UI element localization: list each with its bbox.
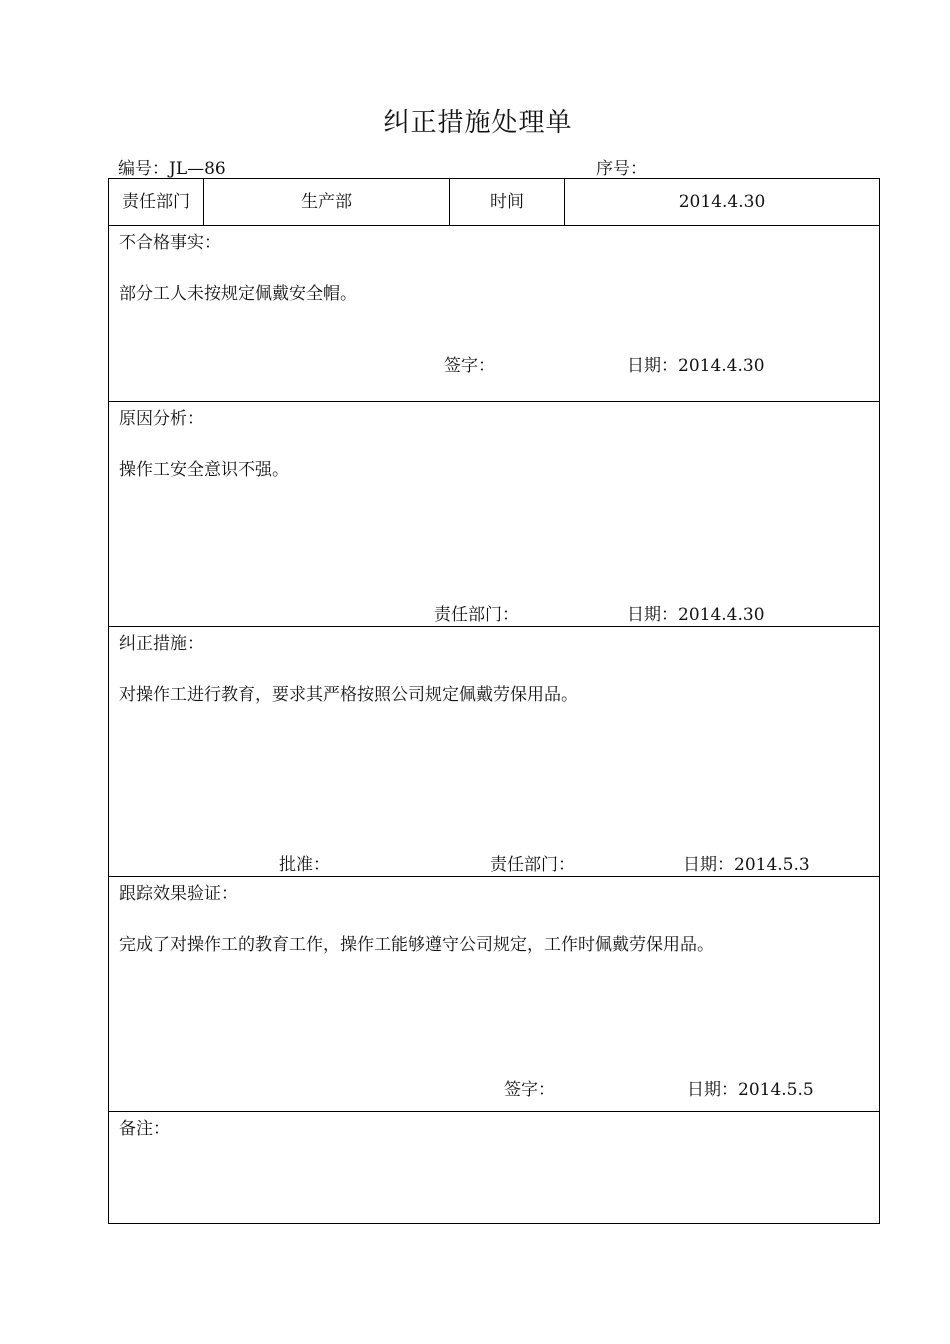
section-nonconformity — [109, 226, 879, 402]
corrective-date: 日期：2014.5.3 — [683, 855, 810, 875]
section-remarks — [109, 1112, 879, 1222]
remarks-label: 备注： — [119, 1119, 170, 1139]
form-table — [108, 178, 880, 1224]
nonconformity-sign: 签字： — [444, 356, 495, 376]
info-row — [109, 179, 879, 226]
corrective-body: 对操作工进行教育，要求其严格按照公司规定佩戴劳保用品。 — [119, 685, 578, 705]
verification-sign: 签字： — [504, 1080, 555, 1100]
nonconformity-body: 部分工人未按规定佩戴安全帽。 — [119, 284, 357, 304]
time-value: 2014.4.30 — [678, 192, 766, 212]
form-number: 编号：JL—86 — [118, 159, 226, 179]
dept-value: 生产部 — [301, 192, 352, 212]
document-title: 纠正措施处理单 — [383, 108, 573, 138]
section-cause — [109, 402, 879, 627]
cause-dept: 责任部门： — [434, 605, 519, 625]
section-verification — [109, 877, 879, 1112]
cause-label: 原因分析： — [119, 409, 204, 429]
sequence-number: 序号： — [596, 159, 647, 179]
section-corrective — [109, 627, 879, 877]
corrective-label: 纠正措施： — [119, 634, 204, 654]
corrective-approve: 批准： — [279, 855, 330, 875]
nonconformity-date: 日期：2014.4.30 — [627, 356, 765, 376]
verification-body: 完成了对操作工的教育工作，操作工能够遵守公司规定，工作时佩戴劳保用品。 — [119, 935, 714, 955]
cause-body: 操作工安全意识不强。 — [119, 460, 289, 480]
verification-date: 日期：2014.5.5 — [687, 1080, 814, 1100]
cause-date: 日期：2014.4.30 — [627, 605, 765, 625]
verification-label: 跟踪效果验证： — [119, 884, 238, 904]
time-label: 时间 — [490, 192, 524, 212]
nonconformity-label: 不合格事实： — [119, 233, 221, 253]
dept-label: 责任部门 — [122, 192, 190, 212]
corrective-dept: 责任部门： — [490, 855, 575, 875]
